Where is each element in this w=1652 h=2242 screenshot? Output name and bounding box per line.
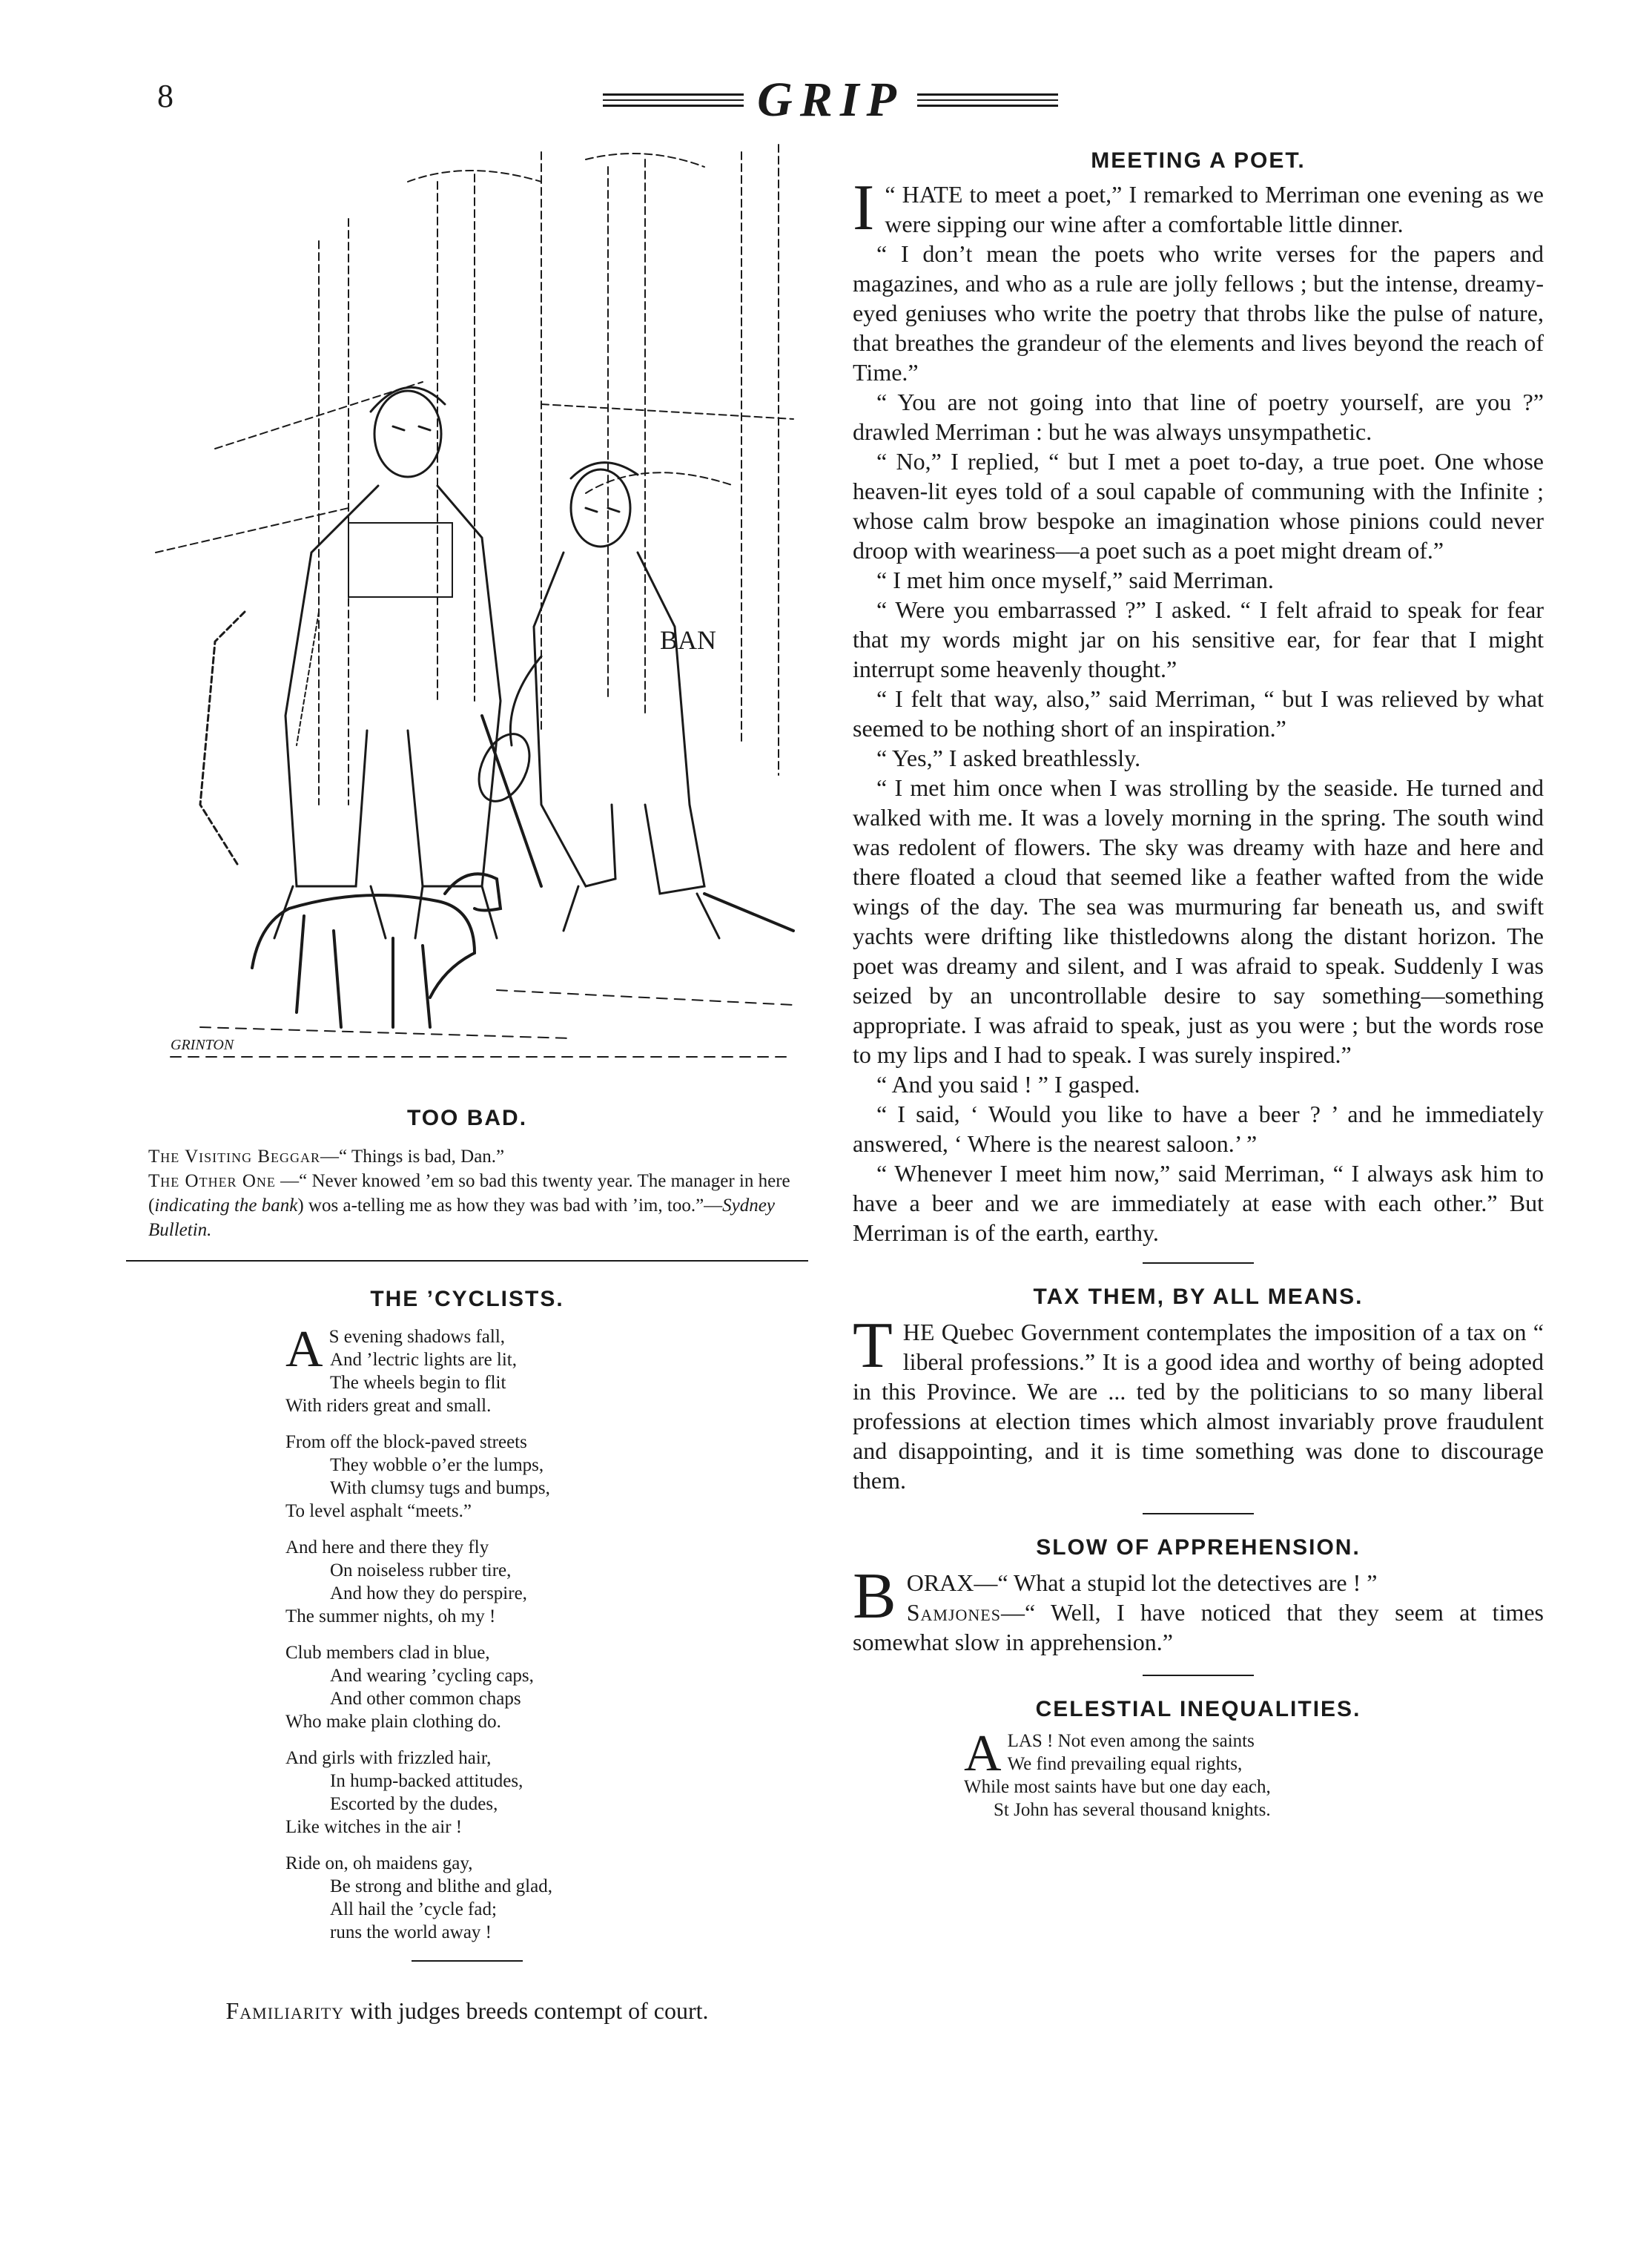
masthead-title: GRIP <box>757 73 904 127</box>
poem-dropcap: A <box>285 1321 323 1378</box>
cartoon-illustration <box>126 137 808 1094</box>
poem-line: And girls with frizzled hair, <box>285 1748 492 1768</box>
paragraph: “ You are not going into that line of poetry yourself, are you ?” drawled Merriman : but he was always unsympathetic. <box>853 389 1544 445</box>
poem-line: S evening shadows fall, <box>328 1327 506 1347</box>
left-column <box>126 137 808 2025</box>
poem-line: runs the world away ! <box>330 1922 492 1942</box>
caption-speaker-1: The Visiting Beggar <box>148 1147 321 1167</box>
paragraph: “ I HATE to meet a poet,” I remarked to Merriman one evening as we were sipping our wine after a comfortable little dinner. <box>853 172 1544 244</box>
short-divider <box>1143 1262 1254 1264</box>
paragraph: “ I met him once when I was strolling by the seaside. He turned and walked with me. It was a lovely morning in the spring. The south wind was redolent of flowers. The sky was dreamy with haze and here and there floated a cloud that seemed like a feather wafted from the wide wings of the day. The sea was murmuring far beneath us, and swift yachts were drifting like thistledowns along the distant horizon. The poet was dreamy and silent, and I was afraid to speak. Suddenly I was seized by an uncontrollable desire to say something—something appropriate. I was afraid to speak, just as you were ; but the words rose to my lips and I had to speak. I was surely inspired.” <box>853 774 1544 1068</box>
paragraph: “ I met him once myself,” said Merriman. <box>876 567 1274 593</box>
poem-line: Club members clad in blue, <box>285 1643 490 1663</box>
poem-line: The summer nights, oh my ! <box>285 1606 496 1626</box>
right-column <box>853 148 1544 1821</box>
paragraph-text: HATE to meet a poet,” I remarked to Merriman one evening as we were sipping our wine after a comfortable little dinner. <box>885 181 1544 237</box>
slow-title: SLOW OF APPREHENSION. <box>1036 1535 1361 1560</box>
caption-line-1: —“ Things is bad, Dan.” <box>320 1147 505 1167</box>
short-divider <box>412 1960 523 1962</box>
cartoon-title: TOO BAD. <box>406 1106 528 1130</box>
beggar-figure <box>200 387 541 938</box>
poem-line: The wheels begin to flit <box>330 1373 506 1393</box>
stanza <box>285 1431 808 1523</box>
paragraph <box>853 1310 1544 1495</box>
bank-building <box>156 145 793 805</box>
paragraph-text: HE Quebec Government contemplates the imposition of a tax on “ liberal professions.” It is a good idea and worthy of being adopted in this Province. We are ... ted by the politicians to so many liberal professions at election times which almost invariably prove fraudulent and disappointing, and it is time something was done to discourage them. <box>853 1319 1544 1494</box>
meeting-poet-title: MEETING A POET. <box>1091 148 1306 173</box>
stanza <box>285 1852 808 1944</box>
poem-line: From off the block-paved streets <box>285 1432 527 1452</box>
familiarity-text: with judges breeds contempt of court. <box>344 1997 709 2024</box>
speaker: Samjones <box>906 1599 1001 1626</box>
poem-line: And how they do perspire, <box>330 1583 527 1603</box>
stanza <box>285 1747 808 1839</box>
poem-line: Ride on, oh maidens gay, <box>285 1853 473 1873</box>
poem-line: And here and there they fly <box>285 1537 489 1557</box>
poem-line: They wobble o’er the lumps, <box>330 1455 544 1475</box>
cartoon-caption <box>126 1144 808 1242</box>
poem-dropcap: A <box>964 1725 1002 1782</box>
other-one-figure <box>469 463 793 938</box>
article-dropcap: T <box>853 1310 893 1382</box>
paragraph: “ Were you embarrassed ?” I asked. “ I felt afraid to speak for fear that my words might jar on his sensitive ear, for fear that I might interrupt some heavenly thought.” <box>853 596 1544 682</box>
slow-body <box>853 1560 1544 1657</box>
short-divider <box>1143 1513 1254 1514</box>
caption-line-2b: ) wos a-telling me as how they was bad with ’im, too.”— <box>297 1196 723 1216</box>
caption-speaker-2: The Other One <box>148 1171 276 1191</box>
poem-line: With riders great and small. <box>285 1396 492 1416</box>
paragraph-text: —“ Well, I have noticed that they seem at times somewhat slow in apprehension.” <box>853 1599 1544 1655</box>
article-dropcap: I <box>853 172 875 244</box>
section-divider <box>126 1260 808 1262</box>
tax-title: TAX THEM, BY ALL MEANS. <box>1033 1285 1364 1309</box>
familiarity-lead: Familiarity <box>225 1997 345 2024</box>
paragraph: “ No,” I replied, “ but I met a poet to-day, a true poet. One whose heaven-lit eyes told of a soul capable of communing with the Infinite ; whose calm brow bespoke an imagination whose pinions could never droop with weariness—a poet such as a poet might dream of.” <box>853 448 1544 564</box>
caption-source: Sydney Bulletin. <box>148 1196 775 1240</box>
caption-line-2a: —“ Never knowed ’em so bad this twenty year. The manager in here ( <box>148 1171 790 1216</box>
article-dropcap: B <box>853 1560 896 1632</box>
poem-line: LAS ! Not even among the saints <box>1007 1731 1255 1751</box>
poem-line: Who make plain clothing do. <box>285 1712 501 1732</box>
poem-line: And other common chaps <box>330 1689 521 1709</box>
masthead-rule-right <box>917 93 1058 107</box>
poem-line: Escorted by the dudes, <box>330 1794 498 1814</box>
paragraph: “ I don’t mean the poets who write verses for the papers and magazines, and who as a rule are jolly fellows ; but the intense, dreamy-eyed geniuses who write the poetry that throbs like the pulse of nature, that breathes the grandeur of the elements and lives beyond the reach of Time.” <box>853 240 1544 386</box>
paragraph-text: ORAX—“ What a stupid lot the detectives are ! ” <box>906 1569 1378 1596</box>
paragraph: “ Yes,” I asked breathlessly. <box>876 745 1141 771</box>
masthead <box>586 74 1075 126</box>
celestial-poem <box>853 1725 1544 1821</box>
masthead-rule-left <box>603 93 744 107</box>
caption-stage-direction: indicating the bank <box>154 1196 298 1216</box>
poem-line: With clumsy tugs and bumps, <box>330 1478 550 1498</box>
building-sign: BAN <box>660 625 717 655</box>
paragraph: “ And you said ! ” I gasped. <box>876 1071 1140 1098</box>
poem-line: And ’lectric lights are lit, <box>330 1350 518 1370</box>
familiarity-joke <box>126 1997 808 2025</box>
poem-line: To level asphalt “meets.” <box>285 1501 472 1521</box>
poem-line: All hail the ’cycle fad; <box>330 1899 497 1919</box>
paragraph: “ Whenever I meet him now,” said Merriman, “ I always ask him to have a beer and we are immediately at ease with each other.” But Merriman is of the earth, earthy. <box>853 1160 1544 1246</box>
poem-line: In hump-backed attitudes, <box>330 1771 523 1791</box>
stanza <box>285 1641 808 1733</box>
artist-signature: GRINTON <box>171 1037 234 1053</box>
paragraph <box>853 1560 1544 1657</box>
page-number: 8 <box>157 78 174 114</box>
poem-line: Like witches in the air ! <box>285 1817 463 1837</box>
poem-line: St John has several thousand knights. <box>994 1800 1271 1820</box>
celestial-title: CELESTIAL INEQUALITIES. <box>1035 1697 1361 1721</box>
tax-body <box>853 1310 1544 1495</box>
cyclists-title: THE ’CYCLISTS. <box>370 1287 564 1311</box>
short-divider <box>1143 1675 1254 1676</box>
poem-line: While most saints have but one day each, <box>964 1777 1271 1797</box>
stanza <box>285 1321 808 1417</box>
paragraph: “ I felt that way, also,” said Merriman, “ but I was relieved by what seemed to be nothing short of an inspiration.” <box>853 685 1544 742</box>
stanza <box>285 1536 808 1628</box>
poem-line: And wearing ’cycling caps, <box>330 1666 534 1686</box>
cyclists-poem <box>126 1321 808 1944</box>
poem-line: On noiseless rubber tire, <box>330 1560 512 1580</box>
poem-line: We find prevailing equal rights, <box>1007 1754 1243 1774</box>
paragraph: “ I said, ‘ Would you like to have a beer ? ’ and he immediately answered, ‘ Where is the nearest saloon.’ ” <box>853 1101 1544 1157</box>
poem-line: Be strong and blithe and glad, <box>330 1876 552 1896</box>
meeting-poet-body <box>853 172 1544 1247</box>
